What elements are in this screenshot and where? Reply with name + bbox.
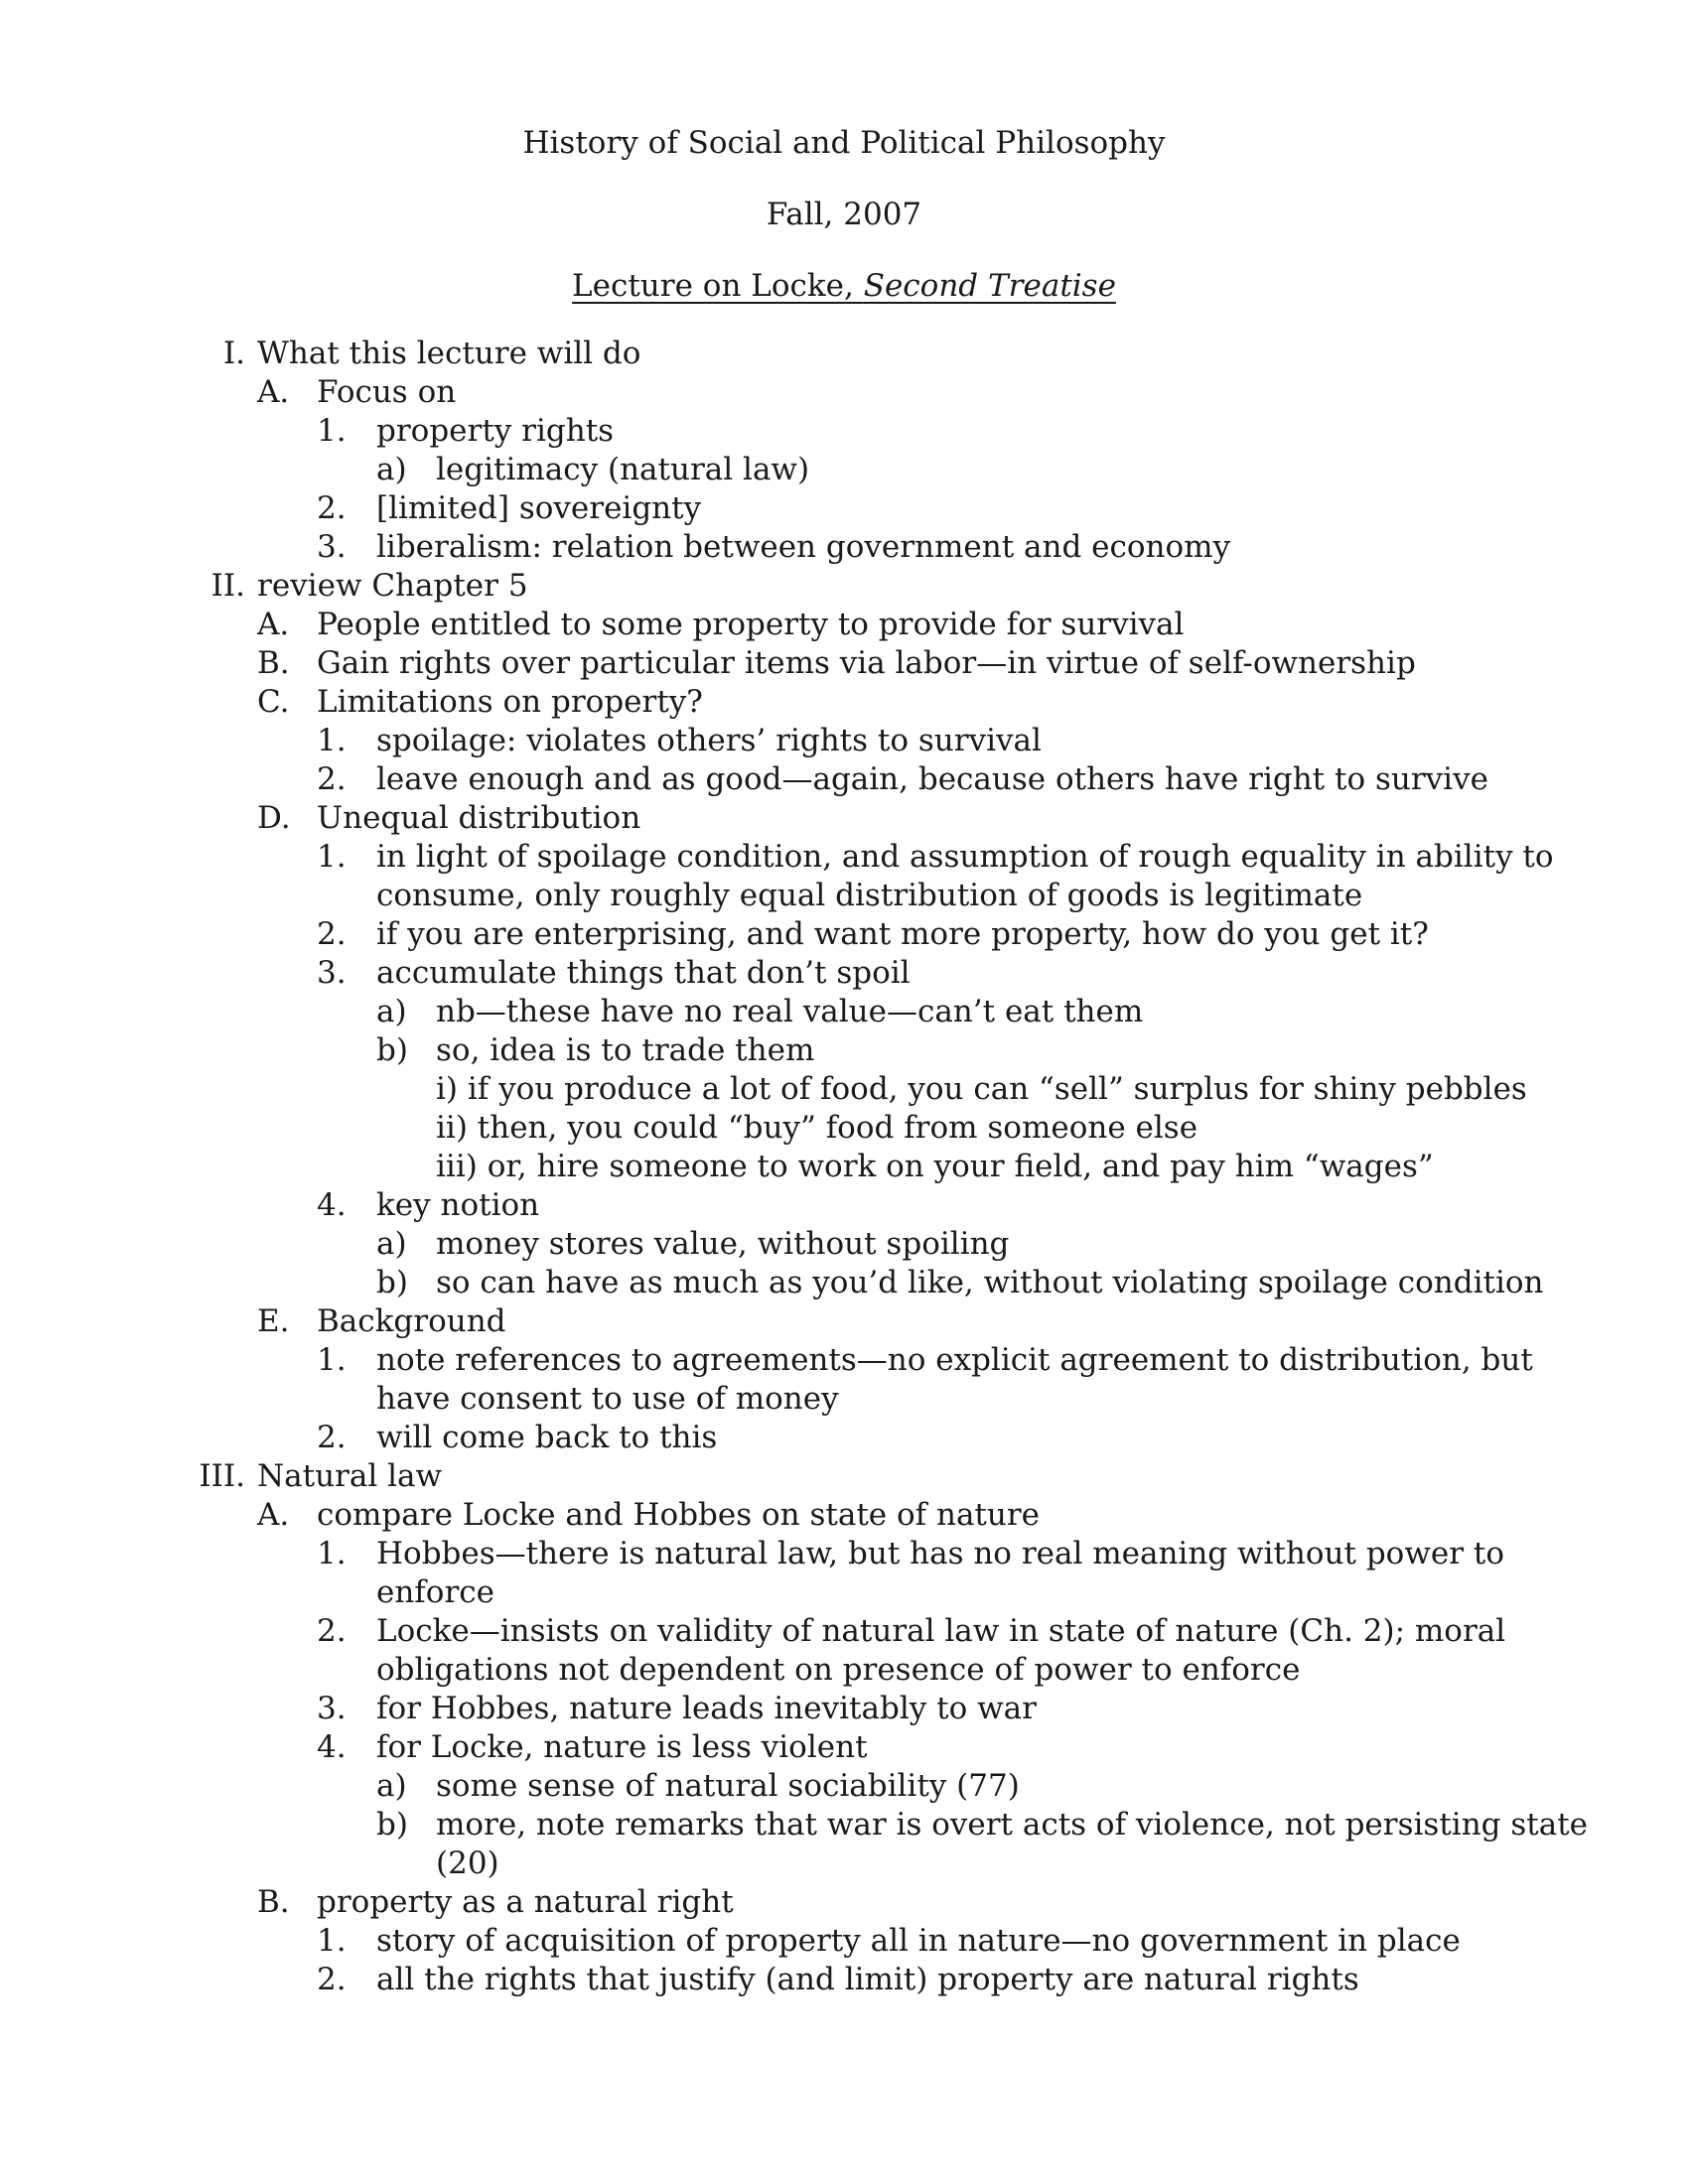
outline-marker: 1. (317, 413, 347, 449)
outline-text: nb—these have no real value—can’t eat them (436, 994, 1144, 1029)
outline-text: will come back to this (376, 1420, 718, 1455)
outline-item (0, 1186, 1688, 1225)
outline-item (0, 722, 1688, 760)
outline-item (0, 1419, 1688, 1457)
outline-text: Background (317, 1303, 506, 1339)
outline-item (0, 1961, 1688, 1999)
outline-item (0, 335, 1688, 373)
outline-marker: I. (222, 336, 245, 371)
outline-marker: 3. (317, 529, 347, 565)
outline-text: if you are enterprising, and want more property, how do you get it? (376, 916, 1429, 952)
outline-marker: 1. (317, 1536, 347, 1571)
outline-text: Unequal distribution (317, 800, 641, 836)
outline-marker: D. (257, 800, 291, 836)
outline-text: Focus on (317, 374, 457, 410)
outline-text: People entitled to some property to provide for survival (317, 607, 1185, 642)
outline-item (0, 412, 1688, 451)
outline-marker: A. (257, 1497, 290, 1533)
outline-marker: 3. (317, 1691, 347, 1726)
outline-item (0, 1264, 1688, 1302)
outline-item (0, 1612, 1688, 1651)
outline-item (0, 1767, 1688, 1806)
lecture-title-work: Second Treatise (863, 268, 1116, 304)
outline-item (0, 373, 1688, 412)
outline-marker: 2. (317, 916, 347, 952)
outline-item (0, 1302, 1688, 1341)
outline-text: money stores value, without spoiling (436, 1226, 1010, 1262)
outline-item (0, 644, 1688, 683)
outline-item (0, 1496, 1688, 1535)
outline-item-continued (0, 1651, 1688, 1690)
outline-text: story of acquisition of property all in nature—no government in place (376, 1923, 1461, 1959)
outline-text: liberalism: relation between government and economy (376, 529, 1231, 565)
outline-text: so can have as much as you’d like, without violating spoilage condition (436, 1265, 1544, 1300)
outline-text: property rights (376, 413, 615, 449)
outline-text: spoilage: violates others’ rights to survival (376, 723, 1042, 758)
outline-marker: b) (376, 1265, 408, 1300)
outline-marker: C. (257, 684, 290, 720)
outline-item-continued (0, 1844, 1688, 1883)
outline-text: Limitations on property? (317, 684, 703, 720)
outline-text: for Hobbes, nature leads inevitably to war (376, 1691, 1037, 1726)
outline-text: iii) or, hire someone to work on your field, and pay him “wages” (436, 1149, 1434, 1184)
outline-text: compare Locke and Hobbes on state of nature (317, 1497, 1041, 1533)
outline-marker: a) (376, 452, 407, 487)
outline-marker: 3. (317, 955, 347, 991)
outline-item (0, 1457, 1688, 1496)
outline-text: legitimacy (natural law) (436, 452, 810, 487)
outline-marker: a) (376, 1768, 407, 1804)
outline-marker: b) (376, 1807, 408, 1843)
outline-text: Locke—insists on validity of natural law in state of nature (Ch. 2); moral (376, 1613, 1506, 1649)
outline-marker: a) (376, 1226, 407, 1262)
outline-marker: 1. (317, 723, 347, 758)
outline-item (0, 489, 1688, 528)
lecture-title-prefix: Lecture on Locke, (572, 268, 864, 304)
outline-text: note references to agreements—no explicit agreement to distribution, but (376, 1342, 1533, 1378)
outline-text: leave enough and as good—again, because others have right to survive (376, 761, 1488, 797)
outline-item (0, 1728, 1688, 1767)
outline-text: obligations not dependent on presence of power to enforce (376, 1652, 1301, 1688)
outline-text: more, note remarks that war is overt acts of violence, not persisting state (436, 1807, 1589, 1843)
outline-marker: 2. (317, 1420, 347, 1455)
lecture-outline (0, 335, 1688, 1999)
outline-text: Hobbes—there is natural law, but has no real meaning without power to (376, 1536, 1504, 1571)
outline-item (0, 1148, 1688, 1186)
outline-marker: 1. (317, 839, 347, 875)
outline-text: accumulate things that don’t spoil (376, 955, 911, 991)
outline-item (0, 1883, 1688, 1922)
outline-item (0, 451, 1688, 489)
outline-item (0, 606, 1688, 644)
outline-marker: 4. (317, 1187, 347, 1223)
outline-item-continued (0, 1573, 1688, 1612)
outline-marker: A. (257, 374, 290, 410)
outline-item (0, 1225, 1688, 1264)
outline-text: all the rights that justify (and limit) property are natural rights (376, 1962, 1359, 1997)
outline-marker: II. (211, 568, 245, 604)
outline-item (0, 1806, 1688, 1844)
outline-item (0, 1922, 1688, 1961)
outline-text: property as a natural right (317, 1884, 734, 1920)
outline-item (0, 799, 1688, 838)
outline-item (0, 528, 1688, 567)
outline-text: review Chapter 5 (257, 568, 528, 604)
outline-marker: A. (257, 607, 290, 642)
outline-text: Natural law (257, 1458, 443, 1494)
outline-text: so, idea is to trade them (436, 1032, 815, 1068)
outline-text: key notion (376, 1187, 540, 1223)
term-label: Fall, 2007 (766, 197, 922, 232)
outline-marker: 4. (317, 1729, 347, 1765)
outline-marker: 2. (317, 761, 347, 797)
outline-marker: III. (199, 1458, 245, 1494)
outline-item (0, 1690, 1688, 1728)
outline-marker: 2. (317, 1613, 347, 1649)
course-title: History of Social and Political Philosophy (522, 125, 1166, 161)
outline-text: enforce (376, 1574, 494, 1610)
outline-text: ii) then, you could “buy” food from someone else (436, 1110, 1198, 1146)
outline-text: [limited] sovereignty (376, 490, 702, 526)
outline-item (0, 838, 1688, 877)
outline-text: What this lecture will do (257, 336, 641, 371)
outline-text: some sense of natural sociability (77) (436, 1768, 1020, 1804)
outline-marker: 1. (317, 1342, 347, 1378)
outline-text: for Locke, nature is less violent (376, 1729, 868, 1765)
outline-item (0, 760, 1688, 799)
outline-marker: 2. (317, 1962, 347, 1997)
outline-text: have consent to use of money (376, 1381, 839, 1417)
outline-text: in light of spoilage condition, and assumption of rough equality in ability to (376, 839, 1554, 875)
outline-marker: b) (376, 1032, 408, 1068)
outline-item (0, 1031, 1688, 1070)
lecture-title-underlined (572, 268, 1116, 304)
outline-marker: 1. (317, 1923, 347, 1959)
outline-item (0, 683, 1688, 722)
outline-item (0, 1535, 1688, 1573)
lecture-title (0, 266, 1688, 306)
outline-marker: a) (376, 994, 407, 1029)
outline-text: Gain rights over particular items via labor—in virtue of self-ownership (317, 645, 1416, 681)
outline-item (0, 954, 1688, 993)
outline-item (0, 993, 1688, 1031)
outline-item (0, 1341, 1688, 1380)
outline-text: (20) (436, 1845, 499, 1881)
outline-text: consume, only roughly equal distribution of goods is legitimate (376, 878, 1363, 913)
outline-marker: 2. (317, 490, 347, 526)
outline-item (0, 1109, 1688, 1148)
outline-marker: B. (257, 645, 290, 681)
outline-text: i) if you produce a lot of food, you can “sell” surplus for shiny pebbles (436, 1071, 1527, 1107)
outline-item (0, 567, 1688, 606)
outline-marker: E. (257, 1303, 290, 1339)
outline-item (0, 915, 1688, 954)
outline-marker: B. (257, 1884, 290, 1920)
outline-item-continued (0, 1380, 1688, 1419)
outline-item-continued (0, 877, 1688, 915)
outline-item (0, 1070, 1688, 1109)
